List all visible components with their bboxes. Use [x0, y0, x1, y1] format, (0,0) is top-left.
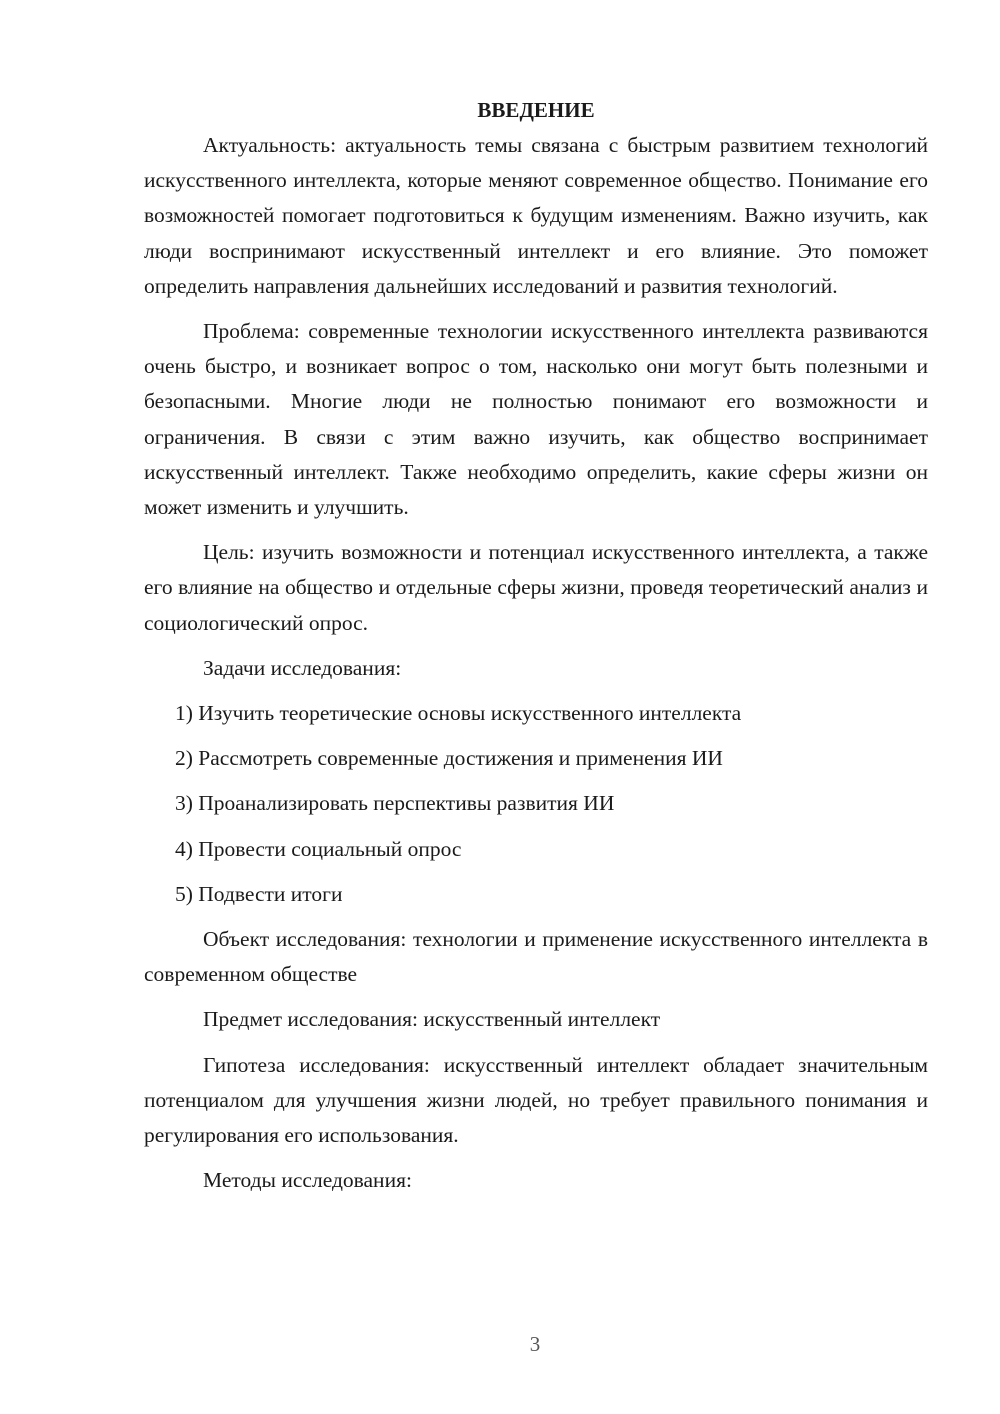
goal-paragraph: Цель: изучить возможности и потенциал искусственного интеллекта, а также его влияние на общество и отдельные сферы жизни, проведя теоретический анализ и социологический опрос. [144, 540, 928, 635]
list-item: 3) Проанализировать перспективы развития ИИ [175, 791, 615, 816]
tasks-heading: Задачи исследования: [203, 655, 402, 680]
relevance-paragraph: Актуальность: актуальность темы связана с быстрым развитием технологий искусственного интеллекта, которые меняют современное общество. Понимание его возможностей помогает подготовиться к будущим изменениям. Важно изучить, как люди воспринимают искусственный интеллект и его влияние. Это поможет определить направления дальнейших исследований и развития технологий. [144, 133, 928, 298]
list-item: 4) Провести социальный опрос [175, 836, 462, 861]
tasks-list [144, 696, 928, 912]
document-page [144, 92, 928, 1208]
methods-heading: Методы исследования: [203, 1168, 412, 1193]
hypothesis-paragraph: Гипотеза исследования: искусственный интеллект обладает значительным потенциалом для улучшения жизни людей, но требует правильного понимания и регулирования его использования. [144, 1052, 928, 1148]
list-item: 1) Изучить теоретические основы искусственного интеллекта [175, 701, 742, 726]
page-number: 3 [529, 1332, 541, 1356]
subject-paragraph: Предмет исследования: искусственный интеллект [203, 1007, 661, 1032]
object-paragraph: Объект исследования: технологии и применение искусственного интеллекта в современном обществе [144, 927, 928, 987]
list-item: 5) Подвести итоги [175, 881, 343, 906]
page-title: ВВЕДЕНИЕ [477, 98, 595, 122]
list-item: 2) Рассмотреть современные достижения и применения ИИ [175, 746, 723, 771]
problem-paragraph: Проблема: современные технологии искусственного интеллекта развиваются очень быстро, и возникает вопрос о том, насколько они могут быть полезными и безопасными. Многие люди не полностью понимают его возможности и ограничения. В связи с этим важно изучить, как общество воспринимает искусственный интеллект. Также необходимо определить, какие сферы жизни он может изменить и улучшить. [144, 319, 928, 520]
